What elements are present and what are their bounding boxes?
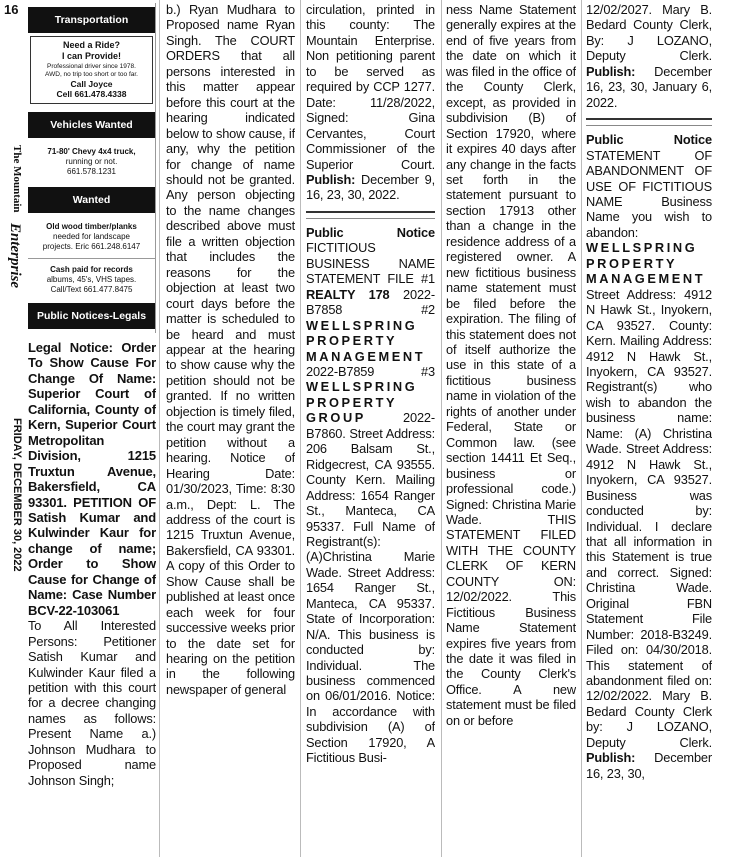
wanted-header: Wanted [28,187,155,213]
notice-separator [306,211,435,213]
legal-column-2 [166,2,295,855]
publish-dates: December 9, 16, 23, 30, 2022. [306,171,435,203]
ad-text: 71-80' Chevy 4x4 truck, [47,147,136,156]
legal-notice-body [306,2,435,203]
ad-text: Professional driver since 1978. [47,62,136,70]
legals-header: Public Notices-Legals [28,303,155,329]
legal-column-5 [586,2,712,855]
notice-label: Public Notice [586,132,712,148]
fbn-notice [306,225,435,766]
ad-text: projects. Eric 661.248.6147 [42,242,141,251]
notice-label: Public Notice [306,224,435,240]
ad-headline: I can Provide! [61,51,122,62]
column-divider [300,0,301,857]
ad-headline: Need a Ride? [62,40,120,50]
notice-text: circulation, printed in this county: The Mountain Enterprise. Non petitioning parent to be served as required by CCP 1277. Date: 11/28/2022, Signed: Gina Cervantes, Court Commissioner of the Superior Court. [306,2,435,172]
notice-text: 2022-B7860. Street Address: 206 Balsam St., Ridgecrest, CA 93555. County Kern. Mailing Address: 1654 Ranger St., Manteca, CA 95337. Full Name of Registrant(s): (A)Christina Marie Wade. Street Address: 1654 Ranger St., Manteca, CA 95337. State of Incorporation: N/A. This business is conducted by: Individual. The business commenced on 06/01/2016. Notice: In accordance with subdivision (A) of Section 17920, A Fictitious Busi- [306,410,435,766]
publish-dates: December 16, 23, 30, [586,750,712,781]
vehicles-ad [28,141,155,183]
notice-text: FICTITIOUS BUSINESS NAME STATEMENT FILE #1 [306,240,435,287]
notice-separator [586,125,712,126]
masthead-small: The Mountain [11,145,23,213]
legal-column-1 [28,340,156,855]
notice-separator [586,118,712,120]
ad-text: Old wood timber/planks [46,222,137,231]
ride-ad [30,36,153,104]
ad-text: albums, 45's, VHS tapes. [46,275,137,284]
classifieds-sidebar [28,3,156,333]
legal-column-4 [446,2,576,855]
wanted-ad-timber [28,216,155,259]
column-divider [441,0,442,857]
legal-notice-body: ness Name Statement generally expires at the end of five years from the date on which it was filed in the office of the County Clerk, except, as provided in subdivision (B) of Section 17920, where it expires 40 days after any change in the facts set forth in the statement pursuant to section 17913 other than a change in the residence address of a registered owner. A new fictitious business name statement must be filed before the expiration. The filing of this statement does not of itself authorize the use in this state of a fictitious business name in violation of the rights of another under Federal, State or Common law. (see section 14411 Et Seq., business or professional code.) Signed: Christina Marie Wade. THIS STATEMENT FILED WITH THE COUNTY CLERK OF KERN COUNTY ON: 12/02/2022. This Fictitious Business Name Statement expires five years from the date it was filed in the County Clerk's Office. A new statement must be filed on or before [446,2,576,728]
notice-text: Street Address: 4912 N Hawk St., Inyokern, CA 93527. County: Kern. Mailing Address: 4912 N Hawk St., Inyokern, CA 93527. Registrant(s) who wish to abandon the business name: Name: (A) Christina Wade. Street Address: 4912 N Hawk St., Inyokern, CA 93527. Business was conducted by: Individual. I declare that all information in this Statement is true and correct. Signed: Christina Wade. Original FBN Statement File Number: 2018-B3249. Filed on: 04/30/2018. This statement of abandonment filed on: 12/02/2022. Mary B. Bedard County Clerk by: J LOZANO, Deputy Clerk. [586,286,712,750]
masthead-vertical [3,145,23,845]
file-number: 2022-B7859 #3 [306,363,435,379]
ad-phone: 661.578.1231 [67,167,116,176]
masthead-title: Enterprise [7,222,23,288]
wanted-ad-records [28,259,155,301]
ad-text: Cash paid for records [50,265,133,274]
legal-notice-body: To All Interested Persons: Petitioner Satish Kumar and Kulwinder Kaur filed a petition with this court for a decree changing names as follows: Present Name a.) Johnson Mudhara to Proposed name Johnson Singh; [28,618,156,788]
business-name: WELLSPRING PROPERTY GROUP [306,379,418,426]
ad-text: running or not. [65,157,118,166]
issue-date: FRIDAY, DECEMBER 30, 2022 [11,417,23,572]
notice-text: STATEMENT OF ABANDONMENT OF USE OF FICTITIOUS NAME Business Name you wish to abandon: [586,147,712,240]
ad-phone: Cell 661.478.4338 [56,89,127,100]
legal-column-3 [306,2,435,855]
ad-text: AWD, no trip too short or too far. [45,70,138,78]
publish-label: Publish: [306,171,356,187]
business-name: WELLSPRING PROPERTY MANAGEMENT [586,240,706,287]
notice-text: 12/02/2027. Mary B. Bedard County Clerk, By: J LOZANO, Deputy Clerk. [586,2,712,64]
column-divider [581,0,582,857]
column-divider [159,0,160,857]
legal-notice-body [586,2,712,110]
transportation-header: Transportation [28,7,155,33]
ad-contact: Call Joyce [70,78,113,89]
business-name: WELLSPRING PROPERTY MANAGEMENT [306,317,426,364]
publish-dates: December 16, 23, 30, January 6, 2022. [586,63,712,110]
notice-separator [306,218,435,219]
vehicles-header: Vehicles Wanted [28,112,155,138]
ad-text: needed for landscape [53,232,130,241]
publish-label: Publish: [586,63,636,79]
legal-notice-body: b.) Ryan Mudhara to Proposed name Ryan Singh. The COURT ORDERS that all persons interested in this matter appear before this court at the hearing indicated below to show cause, if any, why the petition for change of name should not be granted. Any person objecting to the name changes described above must file a written objection that includes the reasons for the objection at least two court days before the matter is scheduled to be heard and must appear at the hearing to show cause why the petition should not be granted. If no written objection is timely filed, the court may grant the petition without a hearing. Notice of Hearing Date: 01/30/2023, Time: 8:30 a.m., Dept: L. The address of the court is 1215 Truxtun Avenue, Bakersfield, CA 93301. A copy of this Order to Show Cause shall be published at least once each week for four successive weeks prior to the date set for hearing on the petition in the following newspaper of general [166,2,295,697]
page-number: 16 [4,2,19,17]
publish-label: Publish: [586,750,636,766]
file-number: 2022-B7858 #2 [306,286,435,318]
business-name: REALTY 178 [306,286,390,302]
legal-notice-heading: Legal Notice: Order To Show Cause For Change Of Name: Superior Court of California, County of Kern, Superior Court Metropolitan Division, 1215 Truxtun Avenue, Bakersfield, CA 93301. PETITION OF Satish Kumar and Kulwinder Kaur for change of name; Order to Show Cause for Change of Name: Case Number BCV-22-103061 [28,340,156,618]
abandonment-notice [586,132,712,781]
ad-phone: Call/Text 661.477.8475 [50,285,133,294]
